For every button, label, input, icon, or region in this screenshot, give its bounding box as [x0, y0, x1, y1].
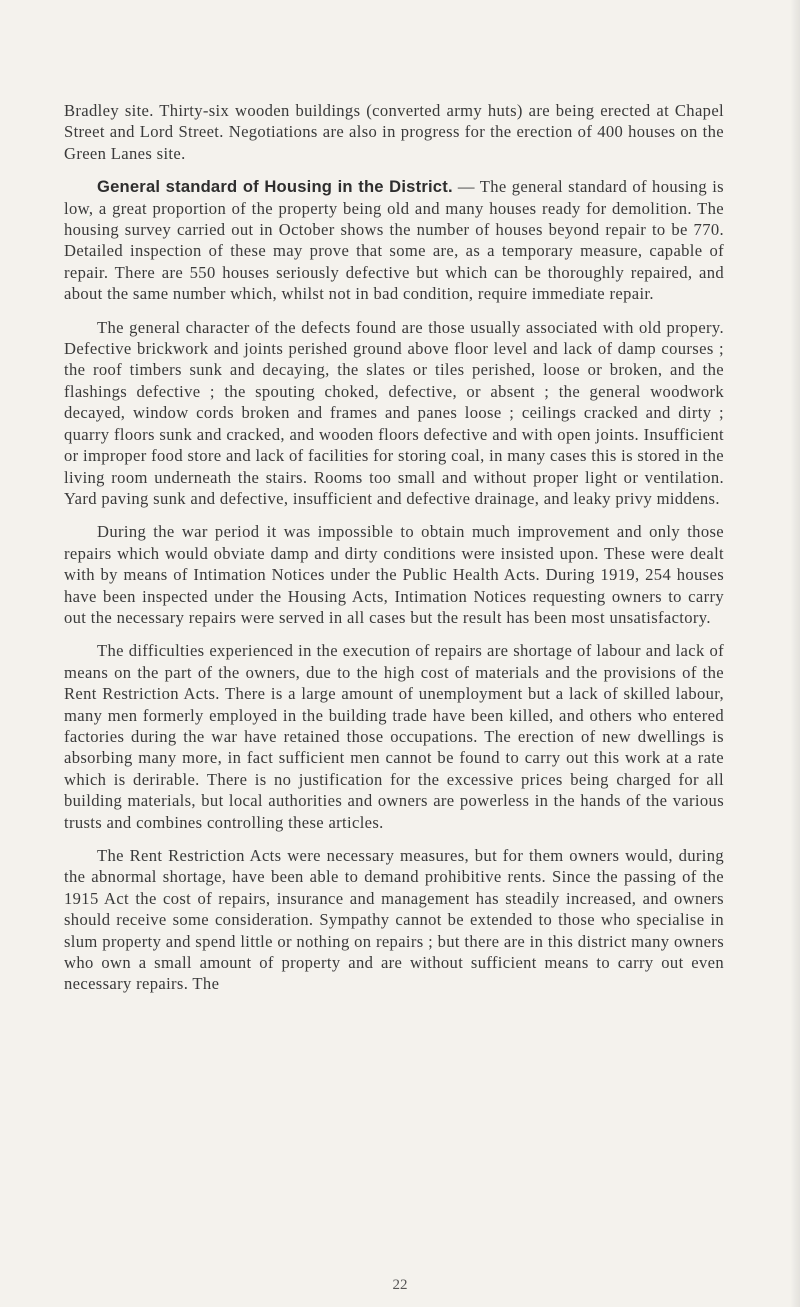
document-body — [64, 100, 724, 1007]
section-heading: General standard of Housing in the District. — [97, 177, 453, 197]
paragraph-defects — [64, 317, 724, 510]
paragraph-general-standard — [64, 176, 724, 304]
paragraph-text: The Rent Restriction Acts were necessary measures, but for them owners would, during the abnormal shortage, have been able to demand prohibitive rents. Since the passing of the 1915 Act the cost of repairs, insurance and management has steadily increased, and owners should receive some consideration. Sympathy cannot be extended to those who specialise in slum property and spend little or nothing on repairs ; but there are in this district many owners who own a small amount of property and are without sufficient means to carry out even necessary repairs. The — [64, 846, 724, 994]
paragraph-difficulties — [64, 640, 724, 833]
paragraph-text: Bradley site. Thirty-six wooden buildings (converted army huts) are being erected at Chapel Street and Lord Street. Negotiations are also in progress for the erection of 400 houses on the Green Lanes site. — [64, 101, 724, 163]
paragraph-bradley-site — [64, 100, 724, 164]
paragraph-rent-restriction — [64, 845, 724, 995]
paragraph-text: The general character of the defects found are those usually associated with old propery. Defective brickwork and joints perished ground above floor level and lack of damp courses ; the roof timbers sunk and decaying, the slates or tiles perished, loose or broken, and the flashings defective ; the spouting choked, defective, or absent ; the general woodwork decayed, window cords broken and frames and panes loose ; ceilings cracked and dirty ; quarry floors sunk and cracked, and wooden floors defective and with open joints. Insufficient or improper food store and lack of facilities for storing coal, in many cases this is stored in the living room underneath the stairs. Rooms too small and without proper light or ventilation. Yard paving sunk and defective, insufficient and defective drainage, and leaky privy middens. — [64, 317, 724, 508]
paragraph-text: The difficulties experienced in the execution of repairs are shortage of labour and lack of means on the part of the owners, due to the high cost of materials and the provisions of the Rent Restriction Acts. There is a large amount of unemployment but a lack of skilled labour, many men formerly employed in the building trade have been killed, and others who entered factories during the war have retained those occupations. The erection of new dwellings is absorbing many more, in fact sufficient men cannot be found to carry out this work at a rate which is derirable. There is no justification for the excessive prices being charged for all building materials, but local authorities and owners are powerless in the hands of the various trusts and combines controlling these articles. — [64, 641, 724, 832]
paragraph-text: During the war period it was impossible to obtain much improvement and only those repairs which would obviate damp and dirty conditions were insisted upon. These were dealt with by means of Intimation Notices under the Public Health Acts. During 1919, 254 houses have been inspected under the Housing Acts, Intimation Notices requesting owners to carry out the necessary repairs were served in all cases but the result has been most unsatisfactory. — [64, 522, 724, 627]
page-edge-shadow — [790, 0, 800, 1307]
page-number: 22 — [392, 1277, 408, 1293]
paragraph-war-period — [64, 521, 724, 628]
paragraph-text: — The general standard of housing is low, a great proportion of the property being old and many houses ready for demolition. The housing survey carried out in October shows the number of houses beyond repair to be 770. Detailed inspection of these may prove that some are, as a temporary measure, capable of repair. There are 550 houses seriously defective but which can be thoroughly repaired, and about the same number which, whilst not in bad condition, require immediate repair. — [64, 177, 724, 304]
